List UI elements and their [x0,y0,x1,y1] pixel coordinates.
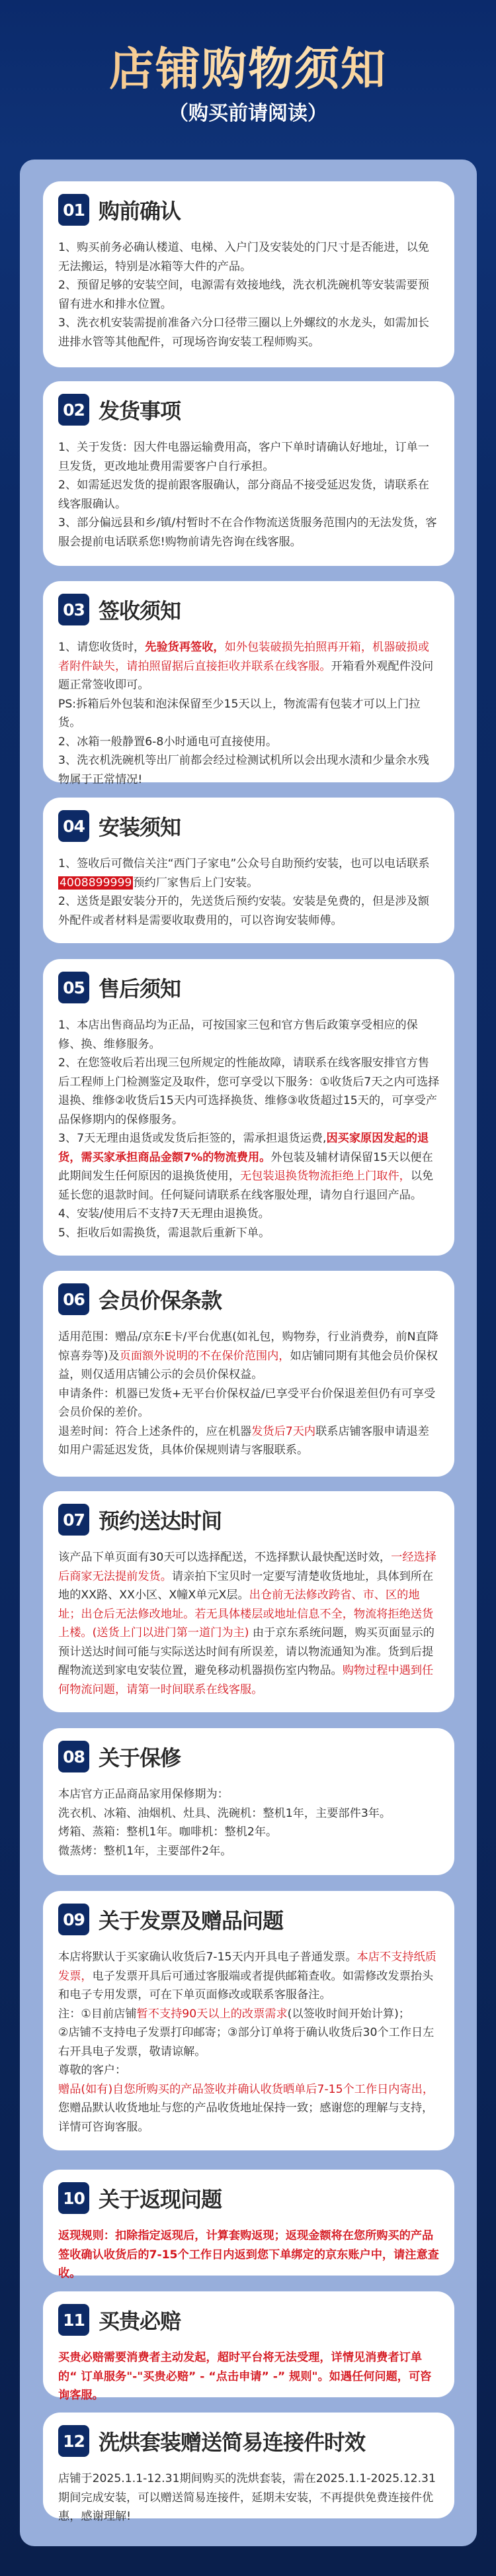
section-number-badge: 12 [58,2425,89,2457]
section-number-badge: 02 [58,394,89,426]
section-card-10 [43,2170,454,2280]
text-segment: 2、如需延迟发货的提前跟客服确认，部分商品不接受延迟发货，请联系在线客服确认。 [58,479,429,511]
section-header [58,972,181,1003]
text-segment: 注：①目前店铺 [58,2007,137,2021]
text-segment: 3、部分偏远县和乡/镇/村暂时不在合作物流送货服务范围内的无法发货，客服会提前电话联系您!购物前请先咨询在线客服。 [58,516,437,549]
text-segment: 3、洗衣机安装需提前准备六分口径带三圈以上外螺纹的水龙头，如需加长进排水管等其他配件，可现场咨询安装工程师购买。 [58,316,429,349]
section-title: 关于保修 [99,1745,181,1771]
text-segment: (以签收时间开始计算)； [287,2007,410,2021]
text-segment: PS:拆箱后外包装和泡沫保留至少15天以上，物流需有包装才可以上门拉货。 [58,697,421,729]
section-number-badge: 08 [58,1741,89,1772]
section-paragraph [58,1804,440,1823]
text-segment: 2、送货是跟安装分开的，先送货后预约安装。安装是免费的，但是涉及额外配件或者材料是需要收取费用的，可以咨询安装师傅。 [58,895,429,927]
section-paragraph [58,314,440,351]
section-title: 发货事项 [99,398,181,424]
section-body [58,854,440,930]
highlighted-text-segment: 如外包装破损先拍照再开箱，机器破损或者附件缺失，请拍照留据后直接拒收并联系在线客服。 [58,641,429,673]
section-number-badge: 07 [58,1504,89,1536]
section-header [58,810,181,842]
section-body [58,1785,440,1861]
section-card-06 [43,1271,454,1477]
text-segment: 1、关于发货：因大件电器运输费用高，客户下单时请确认好地址，订单一旦发货，更改地址费用需要客户自行承担。 [58,441,429,473]
page-title: 店铺购物须知 [0,44,496,97]
text-segment: 微蒸烤：整机1年，主要部件2年。 [58,1844,232,1858]
text-segment: 洗衣机、冰箱、油烟机、灶具、洗碗机：整机1年，主要部件3年。 [58,1806,392,1820]
text-segment: 本店将默认于买家确认收货后7-15天内开具电子普通发票。 [58,1951,357,1964]
text-segment: 5、拒收后如需换货，需退款后重新下单。 [58,1226,270,1240]
text-segment: 2、在您签收后若出现三包所规定的性能故障，请联系在线客服安排官方售后工程师上门检测鉴定及取件，您可享受以下服务：①收货后7天之内可选择退换、维修②收货后15天内可选择换货、维修③收货超过15天的，可享受产品保修期内的保修服务。 [58,1056,440,1127]
section-paragraph [58,2469,440,2526]
section-number-badge: 03 [58,594,89,625]
section-paragraph [58,751,440,789]
text-segment: 退差时间：符合上述条件的，应在机器 [58,1424,252,1438]
highlighted-text-segment: 页面额外说明的不在保价范围内， [119,1349,290,1363]
section-paragraph [58,514,440,551]
section-paragraph [58,2227,440,2283]
section-paragraph [58,892,440,930]
text-segment: 2、预留足够的安装空间，电源需有效接地线，洗衣机洗碗机等安装需要预留有进水和排水位置。 [58,279,429,311]
section-paragraph [58,2348,440,2405]
highlighted-text-segment: 赠品(如有)自您所购买的产品签收并确认收货晒单后7-15个工作日内寄出， [58,2082,434,2096]
section-title: 买贵必赔 [99,2309,181,2334]
section-body [58,2348,440,2405]
text-segment: 1、请您收货时， [58,641,145,654]
section-title: 预约送达时间 [99,1508,222,1534]
section-card-11 [43,2291,454,2402]
section-card-02 [43,381,454,566]
section-header [58,194,181,226]
highlighted-text-segment: 暂不支持90天以上的改票需求 [136,2007,288,2021]
section-card-04 [43,798,454,943]
section-number-badge: 06 [58,1283,89,1315]
section-card-01 [43,181,454,367]
section-number-badge: 05 [58,972,89,1003]
section-paragraph [58,2005,440,2024]
section-title: 关于发票及赠品问题 [99,1908,284,1933]
section-header [58,1741,181,1772]
section-title: 关于返现问题 [99,2187,222,2212]
section-paragraph [58,854,440,892]
section-paragraph [58,695,440,733]
section-card-07 [43,1491,454,1712]
text-segment: 申请条件：机器已发货+无平台价保权益/已享受平台价保退差但仍有可享受会员价保的差价。 [58,1387,436,1419]
highlighted-text-segment: 无包装退换货物流拒绝上门取件， [240,1170,411,1183]
section-paragraph [58,1422,440,1460]
text-segment: 电子发票开具后可通过客服端或者提供邮箱查收。如需修改发票抬头和电子专用发票，可在下单页面修改或联系客服备注。 [58,1969,434,2001]
section-paragraph [58,1948,440,2005]
section-header [58,2304,181,2336]
section-header [58,1904,283,1935]
notice-panel [20,160,477,2546]
text-segment: 适用范围：赠品/京东E卡/平台优惠(如礼包，购物券，行业消费券，前N直降惊喜券等)及 [58,1330,438,1363]
section-title: 售后须知 [99,976,181,1001]
section-header [58,1504,222,1536]
highlighted-text-segment: 返现规则：扣除指定返现后，计算套购返现；返现金额将在您所购买的产品签收确认收货后的7-15个工作日内返到您下单绑定的京东账户中，请注意查收。 [58,2229,439,2280]
text-segment: 3、7天无理由退货或发货后拒签的，需承担退货运费, [58,1132,327,1145]
section-body [58,1016,440,1242]
highlighted-text-segment: 买贵必赔需要消费者主动发起，超时平台将无法受理，详情见消费者订单的“ 订单服务"-"买贵必赔” - “点击申请” -” 规则"。如遇任何问题，可咨询客服。 [58,2351,432,2402]
section-body [58,638,440,789]
section-body [58,1548,440,1699]
section-paragraph [58,1016,440,1054]
section-title: 购前确认 [99,199,181,224]
section-header [58,2425,365,2457]
section-paragraph [58,1842,440,1861]
section-card-05 [43,959,454,1256]
section-paragraph [58,1328,440,1385]
highlighted-text-segment: 本店不支持纸质发票， [58,1951,436,1983]
highlighted-text-segment: 发货后7天内 [251,1424,316,1438]
text-segment: 如店铺同期有其他会员价保权益，则仅适用店铺公示的会员价保权益。 [58,1349,438,1381]
section-title: 签收须知 [99,598,181,623]
section-body [58,1948,440,2137]
section-paragraph [58,638,440,695]
phone-number-highlight: 4008899999 [60,876,132,890]
section-body [58,2227,440,2283]
section-header [58,594,181,625]
highlighted-text-segment: 购物过程中遇到任何物流问题，请第一时间联系在线客服。 [58,1664,434,1696]
section-body [58,2469,440,2526]
section-paragraph [58,1385,440,1422]
highlighted-text-segment: 因买家原因发起的退货，需买家承担商品金额7%的物流费用。 [58,1132,429,1164]
section-paragraph [58,1205,440,1224]
section-paragraph [58,1823,440,1842]
section-paragraph [58,1785,440,1804]
highlighted-text-segment: 先验货再签收， [145,641,225,654]
section-body [58,238,440,351]
section-card-09 [43,1891,454,2150]
text-segment: 3、洗衣机洗碗机等出厂前都会经过检测试机所以会出现水渍和少量余水残物属于正常情况! [58,754,429,786]
section-paragraph [58,1054,440,1129]
highlighted-text-segment: 出仓前无法修改跨省、市、区的地址；出仓后无法修改地址。若无具体楼层或地址信息不全，物流将拒绝送货上楼。(送货上门以进门第一道门为主) [58,1588,434,1639]
text-segment: ②店铺不支持电子发票打印邮寄；③部分订单将于确认收货后30个工作日左右开具电子发票，敬请谅解。 [58,2026,434,2058]
text-segment: 该产品下单页面有30天可以选择配送，不选择默认最快配送时效， [58,1551,392,1564]
section-paragraph [58,733,440,752]
text-segment: 1、购买前务必确认楼道、电梯、入户门及安装处的门尺寸是否能进，以免无法搬运，特别是冰箱等大件的产品。 [58,241,429,273]
section-card-03 [43,581,454,786]
text-segment: 请亲拍下宝贝时一定要写清楚收货地址，具体到所在地的XX路、XX小区、X幢X单元X层。 [58,1569,434,1602]
section-paragraph [58,1224,440,1243]
section-paragraph [58,1548,440,1699]
section-title: 会员价保条款 [99,1288,222,1313]
section-title: 洗烘套装赠送简易连接件时效 [99,2430,366,2455]
text-segment: 1、本店出售商品均为正品，可按国家三包和官方售后政策享受相应的保修、换、维修服务。 [58,1019,418,1051]
section-number-badge: 04 [58,810,89,842]
text-segment: 4、安装/使用后不支持7天无理由退换货。 [58,1207,270,1220]
section-number-badge: 09 [58,1904,89,1935]
text-segment: 您赠品默认收货地址与您的产品收货地址保持一致；感谢您的理解与支持，详情可咨询客服。 [58,2101,434,2134]
page-subtitle: （购买前请阅读） [169,102,327,125]
section-header [58,1283,222,1315]
section-card-08 [43,1728,454,1875]
highlighted-text-segment: 一经选择后商家无法提前发货。 [58,1551,436,1583]
text-segment: 以免延长您的退款时间。任何疑问请联系在线客服处理，请勿自行退回产品。 [58,1170,434,1202]
section-paragraph [58,276,440,314]
text-segment: 由于京东系统问题，购买页面显示的预计送达时间可能与实际送达时间有所误差，请以物流通知为准。货到后提醒物流送到家电安装位置，避免移动机器损伤室内物品。 [58,1626,434,1677]
text-segment: 本店官方正品商品家用保修期为： [58,1788,229,1801]
section-paragraph [58,2023,440,2061]
text-segment: 1、签收后可微信关注“西门子家电”公众号自助预约安装，也可以电话联系 [58,857,430,870]
section-number-badge: 11 [58,2304,89,2336]
section-card-12 [43,2413,454,2523]
section-number-badge: 01 [58,194,89,226]
text-segment: 店铺于2025.1.1-12.31期间购买的洗烘套装，需在2025.1.1-2025.12.31期间完成安装，可以赠送简易连接件，延期未安装，不再提供免费连接件优惠，感谢理解! [58,2472,436,2523]
section-paragraph [58,476,440,514]
section-title: 安装须知 [99,815,181,840]
text-segment: 开箱看外观配件没问题正常签收即可。 [58,659,434,692]
section-paragraph [58,2080,440,2137]
text-segment: 联系店铺客服申请退差如用户需延迟发货，具体价保规则请与客服联系。 [58,1424,429,1457]
section-paragraph [58,438,440,476]
section-body [58,1328,440,1460]
text-segment: 外包装及辅材请保留15天以便在此期间发生任何原因的退换货使用， [58,1150,433,1183]
text-segment: 预约厂家售后上门安装。 [133,876,259,890]
section-header [58,2182,222,2214]
section-paragraph [58,238,440,276]
section-body [58,438,440,551]
section-header [58,394,181,426]
section-number-badge: 10 [58,2182,89,2214]
text-segment: 2、冰箱一般静置6-8小时通电可直接使用。 [58,735,278,749]
section-paragraph [58,1129,440,1205]
text-segment: 尊敬的客户： [58,2064,127,2077]
text-segment: 烤箱、蒸箱：整机1年。咖啡机：整机2年。 [58,1825,278,1839]
section-paragraph [58,2061,440,2080]
